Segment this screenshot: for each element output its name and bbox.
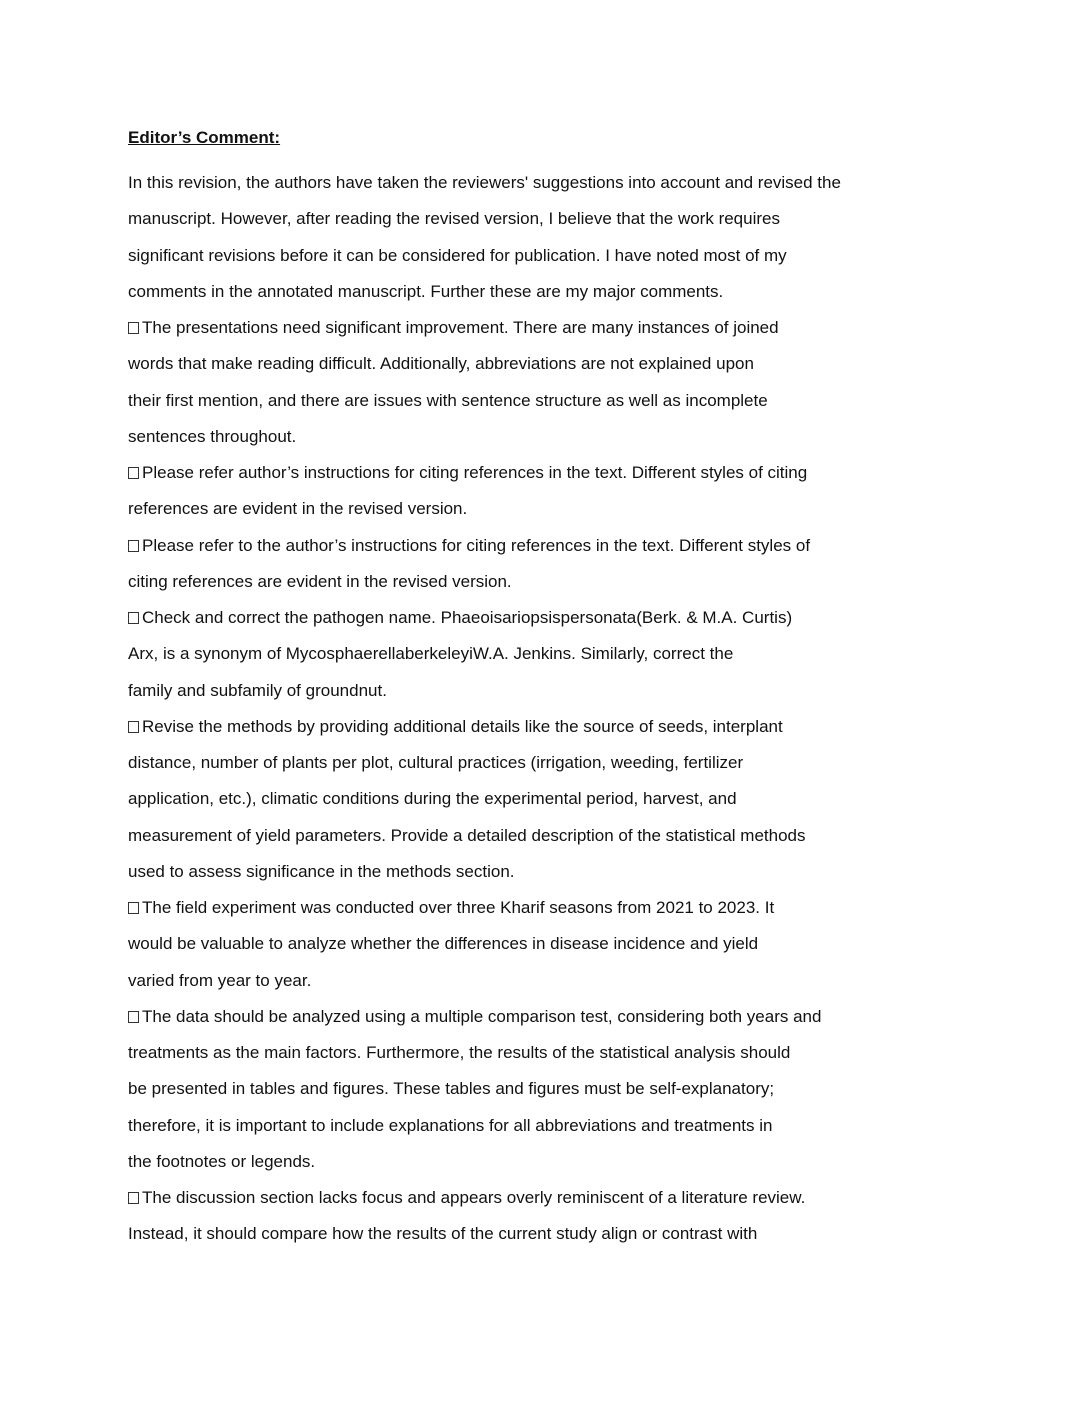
text-line: [128, 745, 928, 781]
line-text: therefore, it is important to include explanations for all abbreviations and treatments in: [128, 1115, 773, 1135]
text-line: [128, 201, 928, 237]
line-text: their first mention, and there are issues with sentence structure as well as incomplete: [128, 390, 768, 410]
bullet-paragraph: [128, 709, 928, 890]
line-text: significant revisions before it can be considered for publication. I have noted most of my: [128, 245, 787, 265]
line-text: Please refer to the author’s instructions for citing references in the text. Different styles of: [142, 535, 811, 555]
bullet-paragraph: [128, 528, 928, 601]
intro-paragraph: [128, 165, 928, 310]
text-line: [128, 1216, 928, 1252]
line-text: Revise the methods by providing additional details like the source of seeds, interplant: [142, 716, 783, 736]
line-text: The field experiment was conducted over three Kharif seasons from 2021 to 2023. It: [142, 898, 775, 917]
bullet-box-icon: [128, 721, 139, 733]
line-text: used to assess significance in the methods section.: [128, 861, 515, 881]
text-line: [128, 854, 928, 890]
text-line: [128, 455, 928, 491]
text-line: [128, 1071, 928, 1107]
text-line: [128, 419, 928, 455]
text-line: [128, 1035, 928, 1071]
line-text: The discussion section lacks focus and appears overly reminiscent of a literature review.: [142, 1188, 806, 1207]
text-line: [128, 781, 928, 817]
line-text: manuscript. However, after reading the revised version, I believe that the work requires: [128, 209, 780, 229]
line-text: comments in the annotated manuscript. Further these are my major comments.: [128, 281, 724, 301]
line-text: be presented in tables and figures. These tables and figures must be self-explanatory;: [128, 1079, 775, 1099]
bullet-box-icon: [128, 1011, 139, 1023]
text-line: [128, 1144, 928, 1180]
bullet-paragraph: [128, 455, 928, 528]
text-line: [128, 238, 928, 274]
text-line: [128, 383, 928, 419]
text-line: [128, 165, 928, 201]
line-text: family and subfamily of groundnut.: [128, 680, 387, 700]
bullet-paragraph: [128, 600, 928, 709]
text-line: [128, 673, 928, 709]
line-text: citing references are evident in the revised version.: [128, 571, 512, 591]
text-line: [128, 926, 928, 962]
text-line: [128, 274, 928, 310]
text-line: [128, 636, 928, 672]
text-line: [128, 564, 928, 600]
line-text: measurement of yield parameters. Provide a detailed description of the statistical methods: [128, 825, 806, 845]
line-text: references are evident in the revised version.: [128, 499, 468, 519]
bullet-box-icon: [128, 902, 139, 914]
text-line: [128, 709, 928, 745]
line-text: The presentations need significant improvement. There are many instances of joined: [142, 318, 779, 337]
line-text: distance, number of plants per plot, cultural practices (irrigation, weeding, fertilizer: [128, 753, 744, 772]
line-text: application, etc.), climatic conditions during the experimental period, harvest, and: [128, 789, 737, 809]
line-text: sentences throughout.: [128, 426, 297, 446]
line-text: Arx, is a synonym of MycosphaerellaberkeleyiW.A. Jenkins. Similarly, correct the: [128, 644, 734, 664]
page-heading: Editor’s Comment:: [128, 128, 281, 147]
bullet-box-icon: [128, 322, 139, 334]
bullet-box-icon: [128, 1192, 139, 1204]
line-text: Please refer author’s instructions for citing references in the text. Different styles of citing: [142, 463, 808, 482]
text-line: [128, 818, 928, 854]
line-text: In this revision, the authors have taken the reviewers' suggestions into account and revised the: [128, 173, 841, 192]
text-line: [128, 528, 928, 564]
text-line: [128, 999, 928, 1035]
document-body: [128, 165, 928, 1253]
line-text: would be valuable to analyze whether the differences in disease incidence and yield: [128, 934, 759, 954]
line-text: words that make reading difficult. Additionally, abbreviations are not explained upon: [128, 354, 754, 374]
line-text: the footnotes or legends.: [128, 1151, 316, 1171]
text-line: [128, 346, 928, 382]
bullet-box-icon: [128, 612, 139, 624]
text-line: [128, 963, 928, 999]
text-line: [128, 491, 928, 527]
bullet-paragraph: [128, 310, 928, 455]
line-text: varied from year to year.: [128, 970, 312, 990]
bullet-paragraph: [128, 1180, 928, 1253]
text-line: [128, 600, 928, 636]
bullet-paragraph: [128, 999, 928, 1180]
text-line: [128, 1180, 928, 1216]
bullet-paragraph: [128, 890, 928, 999]
line-text: Instead, it should compare how the results of the current study align or contrast with: [128, 1224, 758, 1244]
line-text: treatments as the main factors. Furthermore, the results of the statistical analysis should: [128, 1043, 791, 1062]
bullet-box-icon: [128, 467, 139, 479]
text-line: [128, 890, 928, 926]
text-line: [128, 1108, 928, 1144]
text-line: [128, 310, 928, 346]
line-text: The data should be analyzed using a multiple comparison test, considering both years and: [142, 1006, 822, 1026]
line-text: Check and correct the pathogen name. Phaeoisariopsispersonata(Berk. & M.A. Curtis): [142, 608, 793, 627]
bullet-box-icon: [128, 540, 139, 552]
